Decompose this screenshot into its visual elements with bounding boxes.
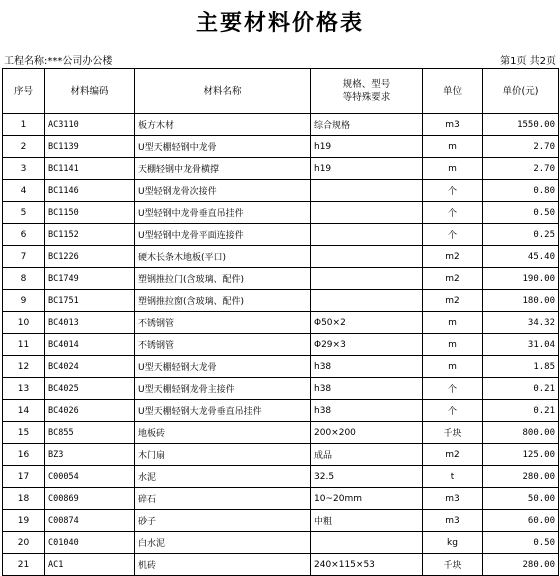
cell-unit: m3 [423,488,483,510]
cell-code: C00874 [45,510,135,532]
cell-price: 0.21 [483,378,559,400]
cell-no: 14 [3,400,45,422]
cell-price: 280.00 [483,554,559,576]
table-row [3,246,559,268]
table-body [3,114,559,576]
header-no: 序号 [3,69,45,114]
page-title: 主要材料价格表 [195,10,364,36]
cell-unit: 个 [423,180,483,202]
cell-spec [311,268,423,290]
cell-name: U型轻钢中龙骨垂直吊挂件 [135,202,311,224]
cell-price: 1.85 [483,356,559,378]
cell-spec: Φ50×2 [311,312,423,334]
header-code: 材料编码 [45,69,135,114]
cell-no: 2 [3,136,45,158]
cell-code: AC3110 [45,114,135,136]
cell-code: BC4013 [45,312,135,334]
cell-name: 不锈钢管 [135,334,311,356]
cell-no: 9 [3,290,45,312]
cell-name: 板方木材 [135,114,311,136]
table-row [3,400,559,422]
cell-name: U型天棚轻钢中龙骨 [135,136,311,158]
cell-unit: 个 [423,202,483,224]
table-row [3,202,559,224]
cell-unit: 个 [423,400,483,422]
cell-unit: 千块 [423,554,483,576]
cell-price: 125.00 [483,444,559,466]
cell-no: 1 [3,114,45,136]
cell-name: 木门扇 [135,444,311,466]
header-unit: 单位 [423,69,483,114]
cell-no: 15 [3,422,45,444]
cell-code: C00054 [45,466,135,488]
cell-name: 碎石 [135,488,311,510]
cell-price: 0.25 [483,224,559,246]
cell-spec: 200×200 [311,422,423,444]
cell-spec: 中粗 [311,510,423,532]
cell-spec [311,246,423,268]
cell-name: 地板砖 [135,422,311,444]
table-row [3,268,559,290]
cell-no: 16 [3,444,45,466]
cell-code: BC1141 [45,158,135,180]
cell-price: 0.50 [483,202,559,224]
cell-spec: 32.5 [311,466,423,488]
cell-no: 17 [3,466,45,488]
cell-price: 2.70 [483,136,559,158]
cell-unit: m2 [423,444,483,466]
cell-code: BC1139 [45,136,135,158]
cell-name: 塑钢推拉窗(含玻璃、配件) [135,290,311,312]
cell-no: 3 [3,158,45,180]
project-name: 工程名称:***公司办公楼 [4,56,113,67]
cell-spec: 240×115×53 [311,554,423,576]
cell-code: BC1152 [45,224,135,246]
table-row [3,510,559,532]
cell-code: BC4026 [45,400,135,422]
cell-name: 机砖 [135,554,311,576]
table-row [3,114,559,136]
cell-price: 2.70 [483,158,559,180]
cell-code: BC4024 [45,356,135,378]
cell-spec: 10~20mm [311,488,423,510]
cell-price: 31.04 [483,334,559,356]
cell-unit: m [423,136,483,158]
cell-price: 60.00 [483,510,559,532]
cell-code: BZ3 [45,444,135,466]
cell-name: U型轻钢中龙骨平面连接件 [135,224,311,246]
cell-spec [311,180,423,202]
cell-code: BC1749 [45,268,135,290]
table-row [3,444,559,466]
cell-spec: 成品 [311,444,423,466]
table-row [3,290,559,312]
cell-name: 水泥 [135,466,311,488]
cell-spec [311,532,423,554]
header-price: 单价(元) [483,69,559,114]
cell-code: BC4014 [45,334,135,356]
cell-unit: 个 [423,224,483,246]
header-spec: 规格、型号 等特殊要求 [311,69,423,114]
cell-spec: h38 [311,378,423,400]
cell-unit: m [423,356,483,378]
cell-name: 砂子 [135,510,311,532]
cell-spec: h19 [311,158,423,180]
page-number: 第1页 共2页 [500,56,556,67]
cell-spec [311,202,423,224]
table-row [3,356,559,378]
cell-code: BC855 [45,422,135,444]
cell-unit: 千块 [423,422,483,444]
cell-name: 白水泥 [135,532,311,554]
cell-price: 50.00 [483,488,559,510]
cell-spec: h38 [311,356,423,378]
cell-name: U型天棚轻钢大龙骨 [135,356,311,378]
cell-code: C00869 [45,488,135,510]
cell-no: 8 [3,268,45,290]
cell-spec [311,224,423,246]
cell-price: 34.32 [483,312,559,334]
cell-price: 180.00 [483,290,559,312]
cell-unit: m [423,158,483,180]
cell-code: BC4025 [45,378,135,400]
document-meta [0,48,560,68]
cell-no: 7 [3,246,45,268]
table-header-row [3,69,559,114]
cell-price: 1550.00 [483,114,559,136]
cell-price: 190.00 [483,268,559,290]
table-row [3,136,559,158]
cell-code: AC1 [45,554,135,576]
cell-no: 20 [3,532,45,554]
cell-name: U型天棚轻钢龙骨主接件 [135,378,311,400]
cell-no: 21 [3,554,45,576]
cell-name: 天棚轻钢中龙骨横撑 [135,158,311,180]
cell-price: 0.21 [483,400,559,422]
table-row [3,180,559,202]
table-row [3,378,559,400]
table-row [3,312,559,334]
cell-code: BC1150 [45,202,135,224]
cell-name: U型天棚轻钢大龙骨垂直吊挂件 [135,400,311,422]
cell-spec [311,290,423,312]
cell-spec: 综合规格 [311,114,423,136]
cell-no: 18 [3,488,45,510]
cell-no: 11 [3,334,45,356]
cell-name: U型轻钢龙骨次接件 [135,180,311,202]
cell-price: 800.00 [483,422,559,444]
cell-unit: m2 [423,290,483,312]
cell-code: BC1146 [45,180,135,202]
cell-unit: m2 [423,268,483,290]
cell-unit: m [423,334,483,356]
cell-spec: Φ29×3 [311,334,423,356]
cell-price: 45.40 [483,246,559,268]
cell-unit: m [423,312,483,334]
cell-no: 6 [3,224,45,246]
table-row [3,158,559,180]
cell-unit: m3 [423,510,483,532]
table-row [3,488,559,510]
cell-price: 0.50 [483,532,559,554]
table-row [3,224,559,246]
cell-spec: h19 [311,136,423,158]
cell-name: 不锈钢管 [135,312,311,334]
cell-price: 280.00 [483,466,559,488]
cell-no: 10 [3,312,45,334]
cell-no: 4 [3,180,45,202]
cell-spec: h38 [311,400,423,422]
table-row [3,532,559,554]
table-row [3,554,559,576]
table-row [3,466,559,488]
cell-unit: kg [423,532,483,554]
cell-unit: m3 [423,114,483,136]
material-price-table [2,68,559,576]
cell-name: 塑钢推拉门(含玻璃、配件) [135,268,311,290]
cell-unit: t [423,466,483,488]
cell-code: C01040 [45,532,135,554]
cell-no: 19 [3,510,45,532]
cell-no: 5 [3,202,45,224]
cell-price: 0.80 [483,180,559,202]
cell-code: BC1751 [45,290,135,312]
table-row [3,334,559,356]
cell-no: 12 [3,356,45,378]
cell-name: 硬木长条木地板(平口) [135,246,311,268]
table-row [3,422,559,444]
header-name: 材料名称 [135,69,311,114]
cell-unit: m2 [423,246,483,268]
cell-unit: 个 [423,378,483,400]
cell-no: 13 [3,378,45,400]
cell-code: BC1226 [45,246,135,268]
